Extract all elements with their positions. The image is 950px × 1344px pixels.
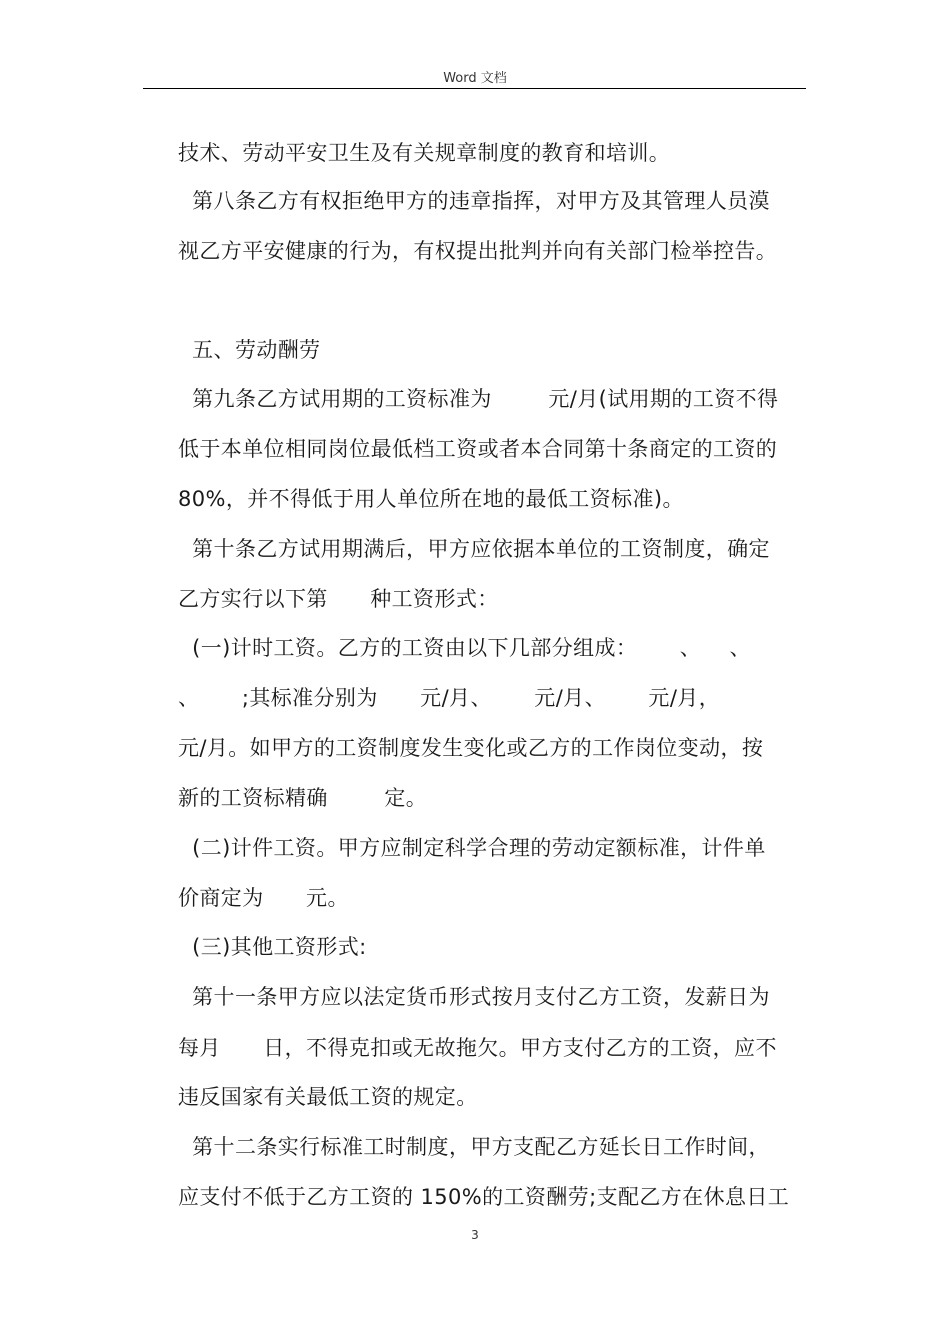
text-line: 违反国家有关最低工资的规定。 — [178, 1085, 478, 1109]
text-line: 价商定为 元。 — [178, 886, 349, 910]
text-line: 技术、劳动平安卫生及有关规章制度的教育和培训。 — [178, 141, 671, 165]
text-line: (一)计时工资。乙方的工资由以下几部分组成： 、 、 — [178, 636, 751, 660]
text-line: 第九条乙方试用期的工资标准为 元/月(试用期的工资不得 — [178, 387, 779, 411]
text-line: 80%，并不得低于用人单位所在地的最低工资标准)。 — [178, 487, 684, 511]
text-line: 第十一条甲方应以法定货币形式按月支付乙方工资，发薪日为 — [178, 985, 770, 1009]
text-line: 第十条乙方试用期满后，甲方应依据本单位的工资制度，确定 — [178, 537, 770, 561]
header-divider — [143, 88, 806, 89]
text-line: (二)计件工资。甲方应制定科学合理的劳动定额标准，计件单 — [178, 836, 766, 860]
page-header-title: Word 文档 — [443, 71, 507, 86]
text-line: 元/月。如甲方的工资制度发生变化或乙方的工作岗位变动，按 — [178, 736, 764, 760]
text-line: (三)其他工资形式: — [178, 935, 367, 959]
page-number: 3 — [471, 1228, 479, 1242]
text-line: 应支付不低于乙方工资的 150%的工资酬劳;支配乙方在休息日工 — [178, 1185, 790, 1209]
text-line: 第十二条实行标准工时制度，甲方支配乙方延长日工作时间， — [178, 1135, 770, 1159]
text-line: 每月 日，不得克扣或无故拖欠。甲方支付乙方的工资，应不 — [178, 1036, 777, 1060]
text-line: 低于本单位相同岗位最低档工资或者本合同第十条商定的工资的 — [178, 437, 778, 461]
text-line: 视乙方平安健康的行为，有权提出批判并向有关部门检举控告。 — [178, 239, 778, 263]
section-heading: 五、劳动酬劳 — [178, 338, 321, 362]
text-line: 乙方实行以下第 种工资形式： — [178, 587, 499, 611]
text-line: 新的工资标精确 定。 — [178, 786, 428, 810]
text-line: 、 ;其标准分别为 元/月、 元/月、 元/月， — [178, 686, 721, 710]
text-line: 第八条乙方有权拒绝甲方的违章指挥，对甲方及其管理人员漠 — [178, 189, 770, 213]
